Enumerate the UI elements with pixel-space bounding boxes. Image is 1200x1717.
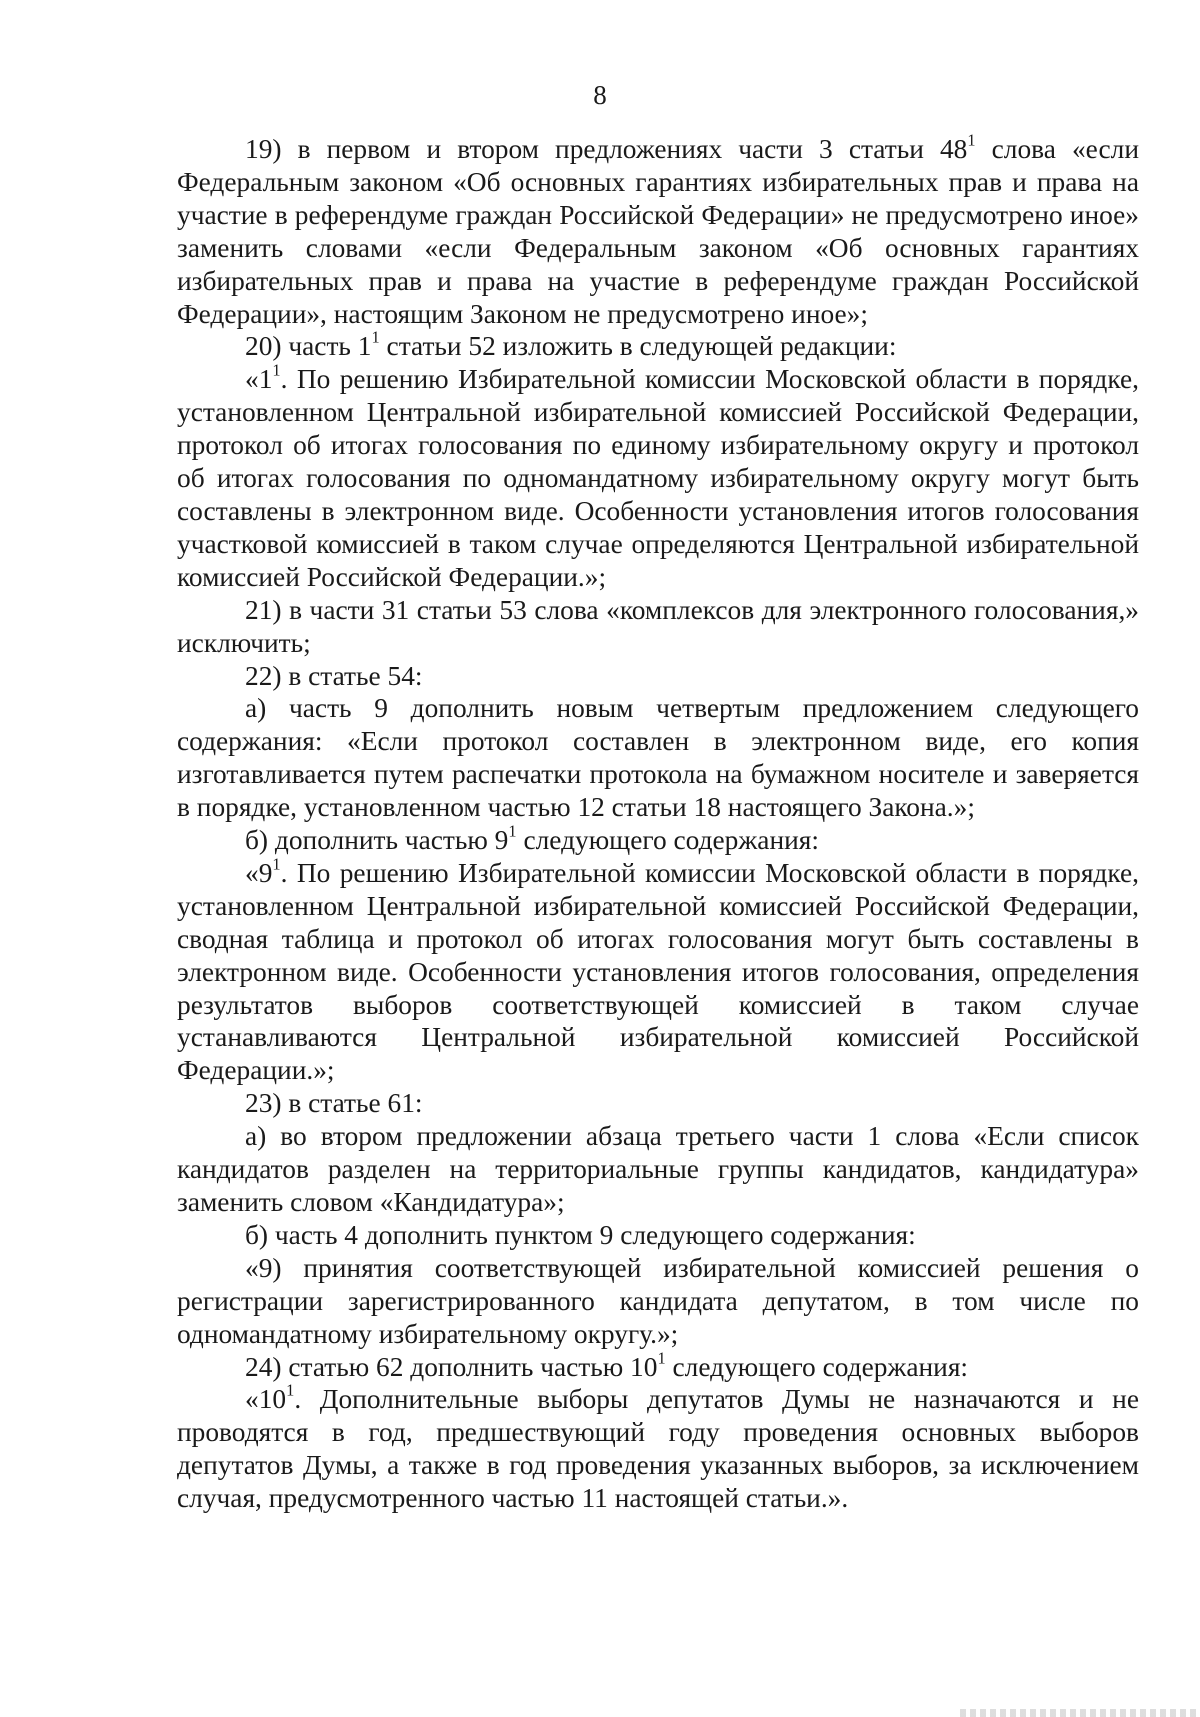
page-number: 8 (593, 80, 607, 110)
paragraph-text: 19) в первом и втором предложениях части 3 статьи 48 (245, 134, 968, 164)
paragraph-text: «10 (245, 1384, 287, 1415)
paragraph-item-24 (177, 1348, 1139, 1384)
paragraph-text: 23) в статье 61: (245, 1088, 423, 1119)
paragraph-item-19 (177, 130, 1140, 330)
quoted-part-1-1 (177, 363, 1139, 593)
paragraph-text: б) дополнить частью 9 (245, 825, 509, 856)
scan-artifact (960, 1709, 1200, 1717)
paragraph-text: б) часть 4 дополнить пунктом 9 следующего содержания: (245, 1219, 916, 1250)
subparagraph-22-a (177, 692, 1139, 824)
paragraph-text: «9) принятия соответствующей избирательной комиссией решения о регистрации зарегистрированного кандидата депутатом, в том числе по одномандатному избирательному округу.»; (177, 1252, 1139, 1349)
subparagraph-23-b (177, 1219, 1139, 1252)
paragraph-text-tail: статьи 52 изложить в следующей редакции: (379, 331, 897, 362)
paragraph-text: 24) статью 62 дополнить частью 10 (245, 1351, 658, 1382)
paragraph-text-tail: следующего содержания: (665, 1351, 969, 1382)
paragraph-item-22 (177, 660, 1139, 693)
superscript: 1 (371, 328, 380, 348)
paragraph-text: 20) часть 1 (245, 331, 372, 362)
paragraph-text-tail: . По решению Избирательной комиссии Московской области в порядке, установленном Центральной избирательной комиссией Российской Федерации, сводная таблица и протокол об итогах голосования могут быть составлены в электронном виде. Особенности установления итогов голосования, определения результатов выборов соответствующей комиссией в таком случае устанавливаются Центральной избирательной комиссией Российской Федерации.»; (177, 857, 1139, 1086)
quoted-part-10-1 (177, 1383, 1139, 1515)
superscript: 1 (272, 854, 281, 874)
superscript: 1 (508, 821, 517, 841)
document-body (177, 130, 1140, 1515)
paragraph-item-23 (177, 1087, 1139, 1120)
paragraph-text-tail: следующего содержания: (516, 825, 819, 856)
superscript: 1 (272, 361, 281, 381)
subparagraph-23-a (177, 1120, 1139, 1219)
paragraph-text: «1 (245, 364, 273, 395)
superscript: 1 (657, 1348, 666, 1368)
paragraph-text-tail: . По решению Избирательной комиссии Московской области в порядке, установленном Центральной избирательной комиссией Российской Федерации, протокол об итогах голосования по единому избирательному округу и протокол об итогах голосования по одномандатному избирательному округу могут быть составлены в электронном виде. Особенности установления итогов голосования участковой комиссией в таком случае определяются Центральной избирательной комиссией Российской Федерации.»; (177, 364, 1139, 592)
superscript: 1 (967, 130, 976, 150)
paragraph-text-tail: . Дополнительные выборы депутатов Думы не назначаются и не проводятся в год, предшествующий году проведения основных выборов депутатов Думы, а также в год проведения указанных выборов, за исключением случая, предусмотренного частью 11 настоящей статьи.». (177, 1384, 1139, 1514)
paragraph-text: 22) в статье 54: (245, 660, 423, 691)
quoted-point-9 (177, 1252, 1139, 1351)
paragraph-item-21 (177, 594, 1139, 660)
paragraph-text: а) во втором предложении абзаца третьего части 1 слова «Если список кандидатов разделен на территориальные группы кандидатов, кандидатура» заменить словом «Кандидатура»; (177, 1121, 1139, 1217)
superscript: 1 (286, 1381, 295, 1401)
paragraph-item-20 (177, 330, 1139, 363)
quoted-part-9-1 (177, 854, 1139, 1087)
paragraph-text: 21) в части 31 статьи 53 слова «комплексов для электронного голосования,» исключить; (177, 594, 1139, 658)
paragraph-text: «9 (245, 857, 273, 888)
paragraph-text: а) часть 9 дополнить новым четвертым предложением следующего содержания: «Если протокол составлен в электронном виде, его копия изготавливается путем распечатки протокола на бумажном носителе и заверяется в порядке, установленном частью 12 статьи 18 настоящего Закона.»; (177, 693, 1139, 823)
paragraph-text-tail: слова «если Федеральным законом «Об основных гарантиях избирательных прав и права на участие в референдуме граждан Российской Федерации» не предусмотрено иное» заменить словами «если Федеральным законом «Об основных гарантиях избирательных прав и права на участие в референдуме граждан Российской Федерации», настоящим Законом не предусмотрено иное»; (177, 134, 1140, 329)
subparagraph-22-b (177, 821, 1139, 857)
